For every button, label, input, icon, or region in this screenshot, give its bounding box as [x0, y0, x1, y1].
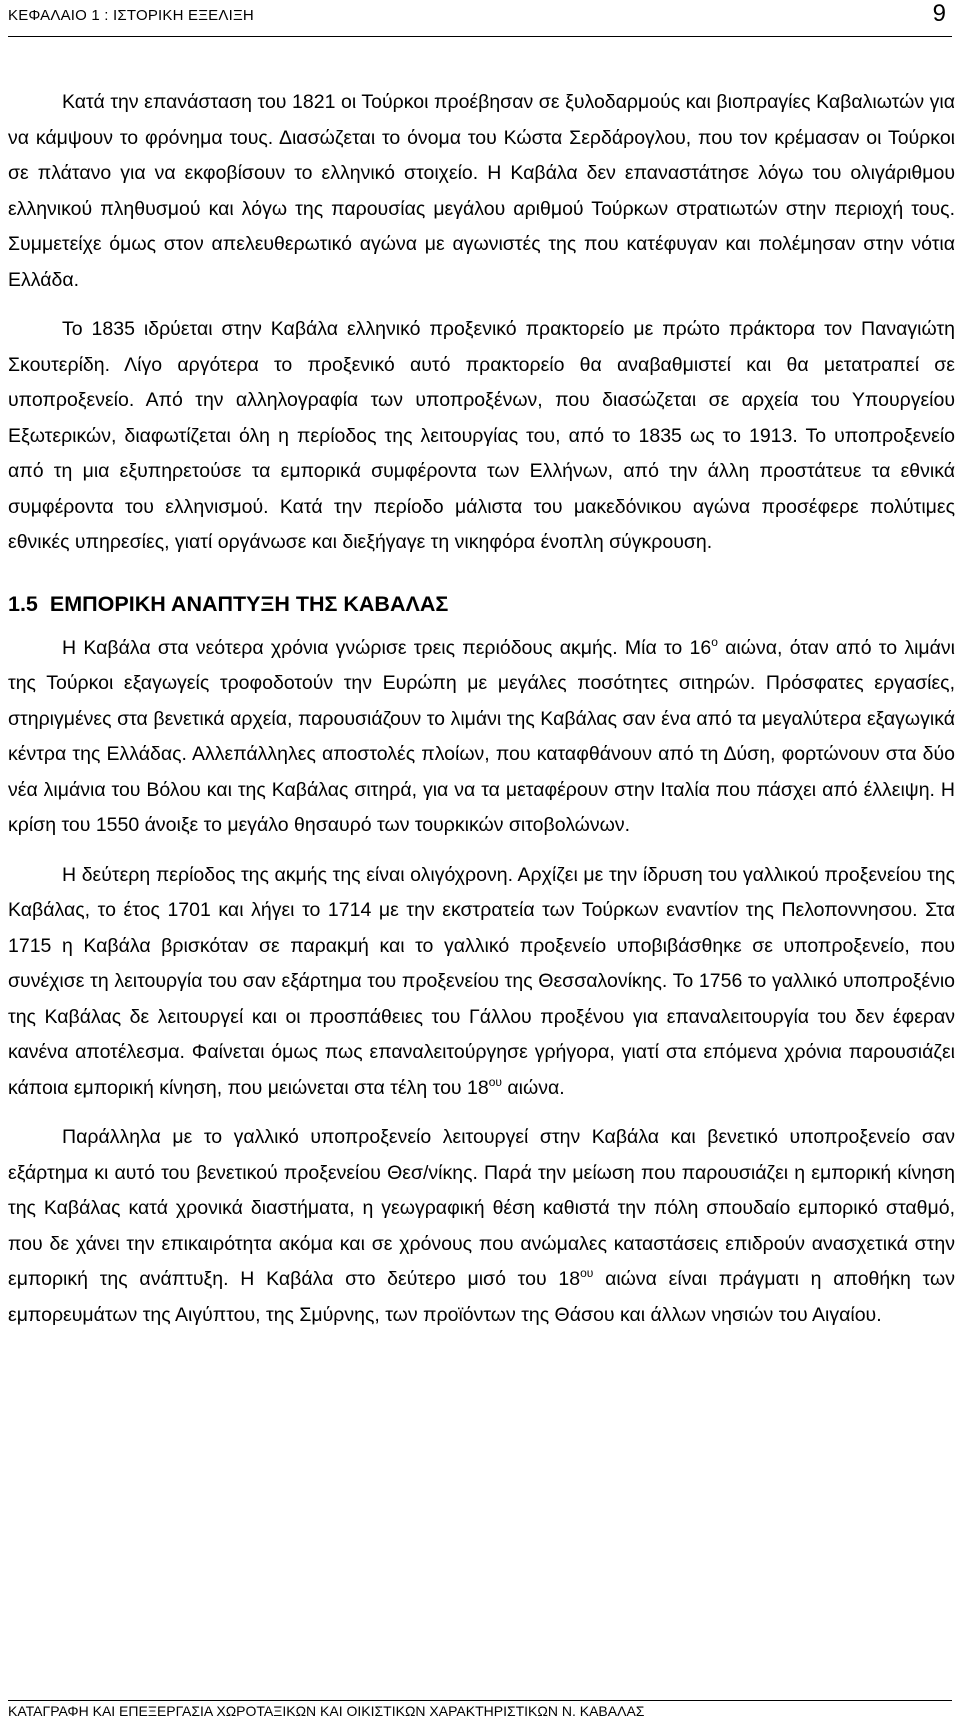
superscript: ο — [711, 634, 718, 649]
chapter-title: ΚΕΦΑΛΑΙΟ 1 : ΙΣΤΟΡΙΚΗ ΕΞΕΛΙΞΗ — [8, 7, 254, 24]
document-body — [8, 85, 955, 1333]
section-number: 1.5 — [8, 591, 38, 616]
page-number: 9 — [932, 0, 946, 27]
paragraph-second-period — [8, 858, 955, 1107]
paragraph-consulate-1835: Το 1835 ιδρύεται στην Καβάλα ελληνικό προξενικό πρακτορείο με πρώτο πράκτορα τον Παναγιώτη Σκουτερίδη. Λίγο αργότερα το προξενικό αυτό πρακτορείο θα αναβαθμιστεί και θα μετατραπεί σε υποπροξενείο. Από την αλληλογραφία των υποπροξένων, που διασώζεται σε αρχεία του Υπουργείου Εξωτερικών, διαφωτίζεται όλη η περίοδος της λειτουργίας του, από το 1835 ως το 1913. Το υποπροξενείο από τη μια εξυπηρετούσε τα εμπορικά συμφέροντα των Ελλήνων, από την άλλη προστάτευε τα εθνικά συμφέροντα του ελληνισμού. Κατά την περίοδο μάλιστα του μακεδόνικου αγώνα προσέφερε πολύτιμες εθνικές υπηρεσίες, γιατί οργάνωσε και διεξήγαγε τη νικηφόρα ένοπλη σύγκρουση. — [8, 318, 955, 553]
paragraph-text: Η Καβάλα στα νεότερα χρόνια γνώρισε τρεις περιόδους ακμής. Μία το 16 — [62, 636, 712, 659]
paragraph-text: αιώνα. — [501, 1076, 565, 1099]
section-heading — [8, 589, 955, 619]
page-header — [8, 0, 952, 37]
superscript: ου — [580, 1266, 594, 1280]
section-title: ΕΜΠΟΡΙΚΗ ΑΝΑΠΤΥΞΗ ΤΗΣ ΚΑΒΑΛΑΣ — [49, 591, 449, 616]
paragraph-text: αιώνα είναι πράγματι η αποθήκη των εμπορευμάτων της Αιγύπτου, της Σμύρνης, των προϊόντων της Θάσου και άλλων νησιών του Αιγαίου. — [8, 1268, 955, 1326]
paragraph-text: Η δεύτερη περίοδος της ακμής της είναι ολιγόχρονη. Αρχίζει με την ίδρυση του γαλλικού προξενείου της Καβάλας, το έτος 1701 και λήγει το 1714 με την εκστρατεία των Τούρκων εναντίον της Πελοποννησου. Στα 1715 η Καβάλα βρισκόταν σε παρακμή και το γαλλικό προξενείο υποβιβάσθηκε σε υποπροξενείο, που συνέχισε τη λειτουργία του σαν εξάρτημα του προξενείου της Θεσσαλονίκης. Το 1756 το γαλλικό υποπροξένιο της Καβάλας δε λειτουργεί και οι προσπάθειες του Γάλλου προξένου για επαναλειτουργία του δεν έφεραν κανένα αποτέλεσμα. Φαίνεται όμως πως επαναλειτούργησε γρήγορα, γιατί στα επόμενα χρόνια παρουσιάζει κάποια εμπορική κίνηση, που μειώνεται στα τέλη του 18 — [8, 863, 955, 1099]
superscript: ου — [488, 1074, 502, 1089]
paragraph-venetian-consulate — [8, 1120, 955, 1333]
page-footer: ΚΑΤΑΓΡΑΦΗ ΚΑΙ ΕΠΕΞΕΡΓΑΣΙΑ ΧΩΡΟΤΑΞΙΚΩΝ ΚΑΙ ΟΙΚΙΣΤΙΚΩΝ ΧΑΡΑΚΤΗΡΙΣΤΙΚΩΝ Ν. ΚΑΒΑΛΑΣ — [8, 1700, 952, 1719]
paragraph-text: Παράλληλα με το γαλλικό υποπροξενείο λειτουργεί στην Καβάλα και βενετικό υποπροξενείο σαν εξάρτημα κι αυτό του βενετικού προξενείου Θεσ/νίκης. Παρά την μείωση που παρουσιάζει η εμπορική κίνηση της Καβάλας κατά χρονικά διαστήματα, η γεωγραφική θέση καθιστά την πόλη σπουδαίο εμπορικό σταθμό, που δε χάνει την επικαιρότητα ακόμα και σε χρόνους που ανώμαλες καταστάσεις επιδρούν ανασχετικά στην εμπορική της ανάπτυξη. Η Καβάλα στο δεύτερο μισό του 18 — [8, 1126, 955, 1290]
paragraph-text: αιώνα, όταν από το λιμάνι της Τούρκοι εξαγωγείς τροφοδοτούν την Ευρώπη με μεγάλες ποσότητες σιτηρών. Πρόσφατες εργασίες, στηριγμένες στα βενετικά αρχεία, παρουσιάζουν το λιμάνι της Καβάλας σαν ένα από τα μεγαλύτερα εξαγωγικά κέντρα της Ελλάδας. Αλλεπάλληλες αποστολές πλοίων, που καταφθάνουν από τη Δύση, φορτώνουν στα δύο νέα λιμάνια του Βόλου και της Καβάλας σιτηρά, για να τα μεταφέρουν στην Ιταλία που πάσχει από έλλειψη. Η κρίση του 1550 άνοιξε το μεγάλο θησαυρό των τουρκικών σιτοβολώνων. — [8, 636, 955, 836]
paragraph-revolution-1821: Κατά την επανάσταση του 1821 οι Τούρκοι προέβησαν σε ξυλοδαρμούς και βιοπραγίες Καβαλιωτών για να κάμψουν το φρόνημα τους. Διασώζεται το όνομα του Κώστα Σερδάρογλου, που τον κρέμασαν οι Τούρκοι σε πλάτανο για να εκφοβίσουν το ελληνικό στοιχείο. Η Καβάλα δεν επαναστάτησε λόγω του ολιγάριθμου ελληνικού πληθυσμού και λόγω της παρουσίας μεγάλου αριθμού Τούρκων στρατιωτών στην περιοχή τους. Συμμετείχε όμως στον απελευθερωτικό αγώνα με αγωνιστές της που κατέφυγαν και πολέμησαν στην νότια Ελλάδα. — [8, 91, 955, 291]
paragraph-first-period — [8, 631, 955, 844]
